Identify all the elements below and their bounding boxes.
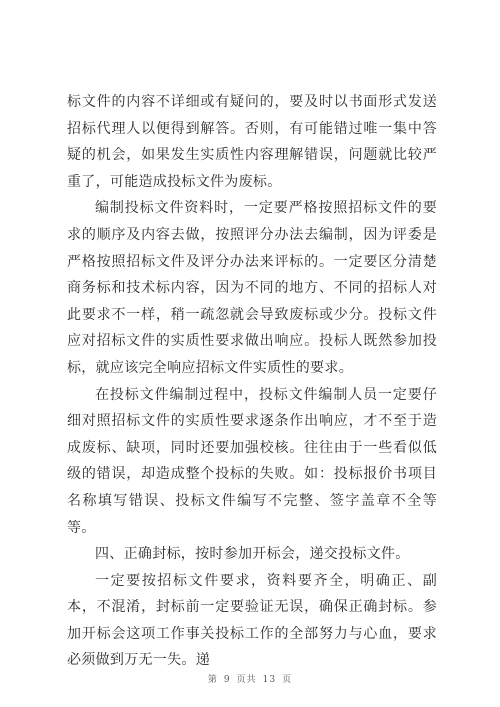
footer-prefix: 第 <box>207 675 218 685</box>
paragraph-2: 编制投标文件资料时，一定要严格按照招标文件的要求的顺序及内容去做，按照评分办法去编制，因为评委是严格按照招标文件及评分办法来评标的。一定要区分清楚商务标和技术标内容，因为不同的地方、不同的招标人对此要求不一样，稍一疏忽就会导致废标或少分。投标文件应对招标文件的实质性要求做出响应。投标人既然参加投标，就应该完全响应招标文件实质性的要求。 <box>67 200 437 376</box>
footer-suffix: 页 <box>282 675 293 685</box>
footer-middle: 页共 <box>236 675 257 685</box>
paragraph-3: 在投标文件编制过程中，投标文件编制人员一定要仔细对照招标文件的实质性要求逐条作出响应，才不至于造成废标、缺项，同时还要加强校核。往往由于一些看似低级的错误，却造成整个投标的失败。如：投标报价书项目名称填写错误、投标文件编写不完整、签字盖章不全等等。 <box>67 386 437 536</box>
footer-total-pages: 13 <box>262 675 277 685</box>
paragraph-1: 标文件的内容不详细或有疑问的，要及时以书面形式发送招标代理人以便得到解答。否则，有可能错过唯一集中答疑的机会，如果发生实质性内容理解错误，问题就比较严重了，可能造成投标文件为废标。 <box>67 94 437 190</box>
body-text <box>67 89 437 674</box>
section-heading-4: 四、正确封标，按时参加开标会，递交投标文件。 <box>95 546 410 563</box>
footer-page-number: 9 <box>223 675 231 685</box>
page-footer <box>0 672 500 685</box>
paragraph-5: 一定要按招标文件要求，资料要齐全，明确正、副本，不混淆，封标前一定要验证无误，确保正确封标。参加开标会这项工作事关投标工作的全部努力与心血，要求必须做到万无一失。递 <box>67 572 437 669</box>
